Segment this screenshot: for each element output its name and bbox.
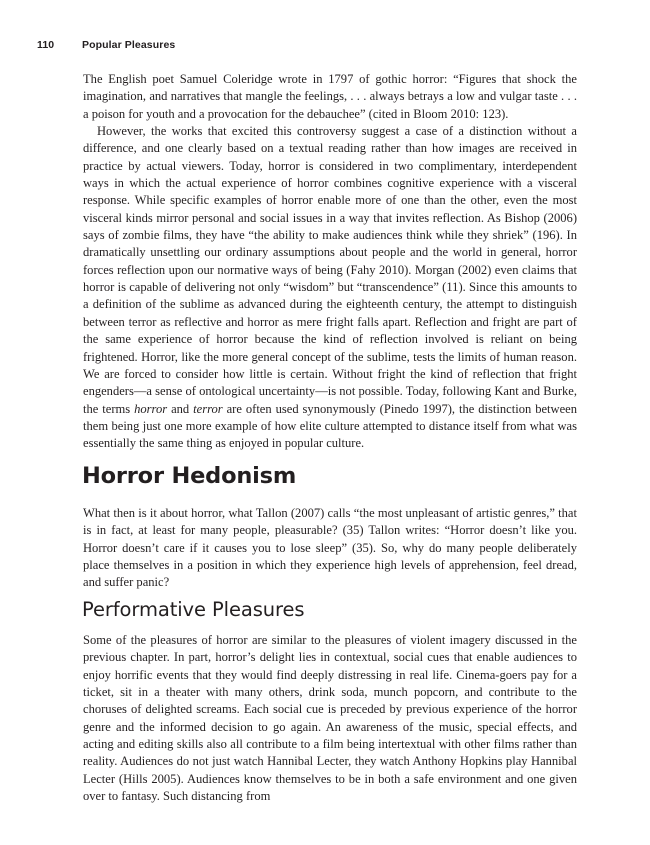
paragraph-coleridge-quote: The English poet Samuel Coleridge wrote in 1797 of gothic horror: “Figures that shock the imagination, and narratives that mangle the feelings, . . . always betrays a low and vulgar taste . . . a poison for youth and a provocation for the debauchee” (cited in Bloom 2010: 123). [83, 72, 577, 121]
horror-hedonism-text-block [83, 505, 577, 592]
page-number: 110 [37, 39, 55, 51]
running-header [37, 39, 175, 51]
opening-text-block [83, 71, 577, 453]
paragraph-text-segment: and [167, 401, 194, 416]
paragraph-social-cues: Some of the pleasures of horror are similar to the pleasures of violent imagery discussed in the previous chapter. In part, horror’s delight lies in contextual, social cues that enable audiences to enjoy horrific events that they would find deeply distressing in real life. Cinema-goers pay for a ticket, sit in a theater with many others, drink soda, munch popcorn, and contribute to the choruses of delighted screams. Each social cue is preceded by previous experience of the horror genre and the informed decision to go again. An awareness of the music, special effects, and acting and editing skills also all contribute to a film being intertextual with other films rather than reality. Audiences do not just watch Hannibal Lecter, they watch Anthony Hopkins play Hannibal Lecter (Hills 2005). Audiences know themselves to be in both a safe environment and one given over to fantasy. Such distancing from [83, 633, 577, 804]
running-title: Popular Pleasures [82, 39, 176, 51]
italic-term-horror: horror [134, 401, 168, 416]
performative-pleasures-text-block [83, 632, 577, 805]
subsection-heading-performative-pleasures: Performative Pleasures [82, 598, 305, 621]
paragraph-text-segment: are often used synonymously (Pinedo 1997), the distinction between them being just one more example of how elite culture attempted to distance itself from what was essentially the same thing as enjoyed in popular culture. [83, 401, 578, 451]
paragraph-distinction [83, 123, 577, 453]
paragraph-text-segment: However, the works that excited this controversy suggest a case of a distinction without a difference, and one clearly based on a textual reading rather than how images are received in practice by actual viewers. Today, horror is considered in two complimentary, interdependent ways in which the actual experience of horror combines cognitive experience with a visceral response. While specific examples of horror enable more of one than the other, even the most visceral kinds mirror personal and social issues in a way that invites reflection. As Bishop (2006) says of zombie films, they have “the ability to make audiences think while they shriek” (196). In dramatically unsettling our ordinary assumptions about people and the world in general, horror forces reflection upon our normative ways of being (Fahy 2010). Morgan (2002) even claims that horror is capable of delivering not only “wisdom” but “transcendence” (11). Since this amounts to a definition of the sublime as advanced during the eighteenth century, the attempt to distinguish between terror as reflective and horror as mere fright falls apart. Reflection and fright are part of the same experience of horror because the kind of reflection involved is reliant on being frightened. Horror, like the more general concept of the sublime, tests the limits of human reason. We are forced to consider how little is certain. Without fright the kind of reflection that fright engenders—a sense of ontological uncertainty—is not possible. Today, following Kant and Burke, the terms [83, 124, 577, 416]
section-heading-horror-hedonism: Horror Hedonism [82, 463, 297, 489]
paragraph-tallon: What then is it about horror, what Tallon (2007) calls “the most unpleasant of artistic genres,” that is in fact, at least for many people, pleasurable? (35) Tallon writes: “Horror doesn’t like you. Horror doesn’t care if it causes you to lose sleep” (35). So, why do many people deliberately place themselves in a position in which they experience high levels of apprehension, feel dread, and suffer panic? [83, 506, 577, 590]
italic-term-terror: terror [193, 401, 223, 416]
